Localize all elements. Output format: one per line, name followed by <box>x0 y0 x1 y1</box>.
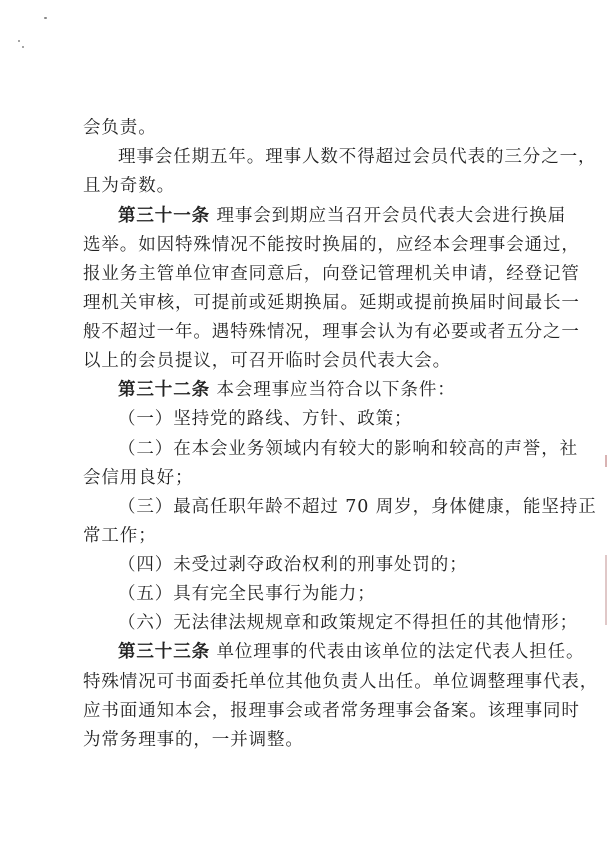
article-text: 单位理事的代表由该单位的法定代表人担任。 <box>210 642 585 662</box>
condition-item: （三）最高任职年龄不超过 70 周岁，身体健康，能坚持正 <box>118 497 597 517</box>
scan-edge-mark <box>605 455 607 467</box>
article-label: 第三十三条 <box>118 642 210 662</box>
article-32-line <box>118 378 456 402</box>
text-line: 会负责。 <box>83 118 157 138</box>
scan-speck <box>44 17 47 19</box>
text-line: 以上的会员提议，可召开临时会员代表大会。 <box>83 351 451 371</box>
text-line: 理机关审核，可提前或延期换届。延期或提前换届时间最长一 <box>83 293 580 313</box>
article-31-line <box>118 204 566 228</box>
article-label: 第三十二条 <box>118 380 210 400</box>
article-text: 理事会到期应当召开会员代表大会进行换届 <box>210 206 567 226</box>
article-text: 本会理事应当符合以下条件： <box>210 380 456 400</box>
article-label: 第三十一条 <box>118 206 210 226</box>
text-line: 且为奇数。 <box>83 176 175 196</box>
text-line: 般不超过一年。遇特殊情况，理事会认为有必要或者五分之一 <box>83 322 580 342</box>
text-line: 常工作； <box>83 526 157 546</box>
condition-item: （五）具有完全民事行为能力； <box>118 584 376 604</box>
condition-item: （六）无法律法规规章和政策规定不得担任的其他情形； <box>118 613 578 633</box>
text-line: 报业务主管单位审查同意后，向登记管理机关申请，经登记管 <box>83 264 580 284</box>
scan-speck <box>18 40 20 42</box>
text-line: 特殊情况可书面委托单位其他负责人出任。单位调整理事代表， <box>83 672 599 692</box>
scan-edge-mark <box>605 555 607 625</box>
text-line: 理事会任期五年。理事人数不得超过会员代表的三分之一， <box>118 147 597 167</box>
condition-item: （一）坚持党的路线、方针、政策； <box>118 409 413 429</box>
scan-speck <box>22 46 24 48</box>
text-line: 应书面通知本会，报理事会或者常务理事会备案。该理事同时 <box>83 701 580 721</box>
text-line: 选举。如因特殊情况不能按时换届的，应经本会理事会通过， <box>83 235 580 255</box>
text-line: 会信用良好； <box>83 468 194 488</box>
text-line: 为常务理事的，一并调整。 <box>83 730 304 750</box>
article-33-line <box>118 640 584 664</box>
condition-item: （四）未受过剥夺政治权利的刑事处罚的； <box>118 555 468 575</box>
condition-item: （二）在本会业务领域内有较大的影响和较高的声誉，社 <box>118 439 578 459</box>
